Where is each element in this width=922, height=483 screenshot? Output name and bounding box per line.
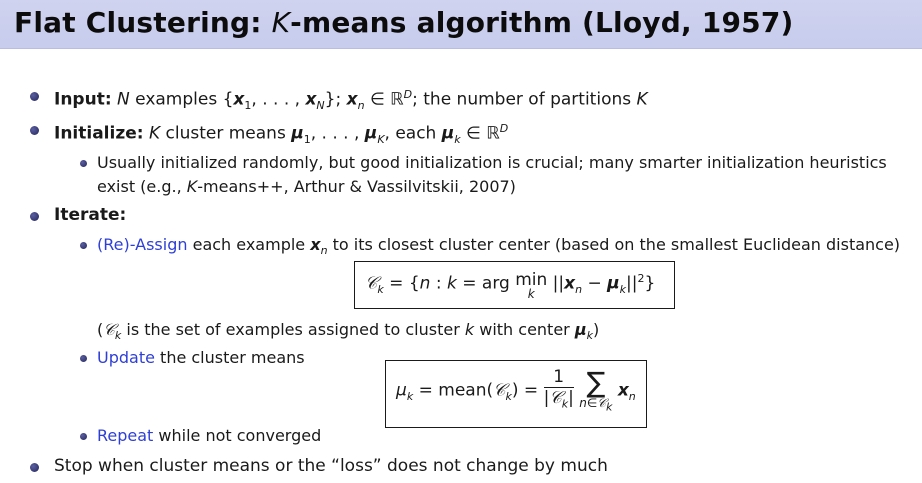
update-line: Update the cluster means: [97, 348, 305, 367]
bullet-icon: [30, 463, 39, 472]
bullet-icon: [30, 92, 39, 101]
sub-bullet-icon: [80, 355, 87, 362]
bullet-icon: [30, 126, 39, 135]
init-note-line1: Usually initialized randomly, but good initialization is crucial; many smarter initialization heuristics: [97, 153, 887, 172]
assignment-note: (𝒞$_k$ is the set of examples assigned to cluster k with center $\mu_k$): [97, 320, 600, 343]
repeat-link[interactable]: Repeat: [97, 426, 154, 445]
update-equation-box: $\mu_k$ = mean(𝒞$_k$) = $\frac{1}{|𝒞_k|}$ ∑ n∈𝒞$_k$ $x_n$: [385, 360, 647, 428]
initialize-line: Initialize: K cluster means $\mu_1$, . . . , $\mu_K$, each $\mu_k$ ∈ ℝ$^D$: [54, 122, 509, 147]
reassign-line: (Re)-Assign each example $x_n$ to its closest cluster center (based on the smallest Euclidean distance): [97, 235, 901, 258]
sub-bullet-icon: [80, 433, 87, 440]
init-note-line2: exist (e.g., K-means++, Arthur & Vassilvitskii, 2007): [97, 177, 516, 196]
repeat-line: Repeat while not converged: [97, 426, 322, 445]
reassign-link[interactable]: (Re)-Assign: [97, 235, 188, 254]
sub-bullet-icon: [80, 160, 87, 167]
stop-line: Stop when cluster means or the “loss” does not change by much: [54, 456, 608, 476]
update-link[interactable]: Update: [97, 348, 155, 367]
bullet-icon: [30, 212, 39, 221]
assignment-equation-box: 𝒞$_k$ = {n : k = arg min k $||x_n - \mu_k||^2$}: [354, 261, 675, 309]
sub-bullet-icon: [80, 242, 87, 249]
iterate-label: Iterate:: [54, 205, 127, 225]
slide-title: Flat Clustering: K-means algorithm (Lloyd, 1957): [14, 6, 794, 39]
input-line: Input: N examples {$x_1$, . . . , $x_N$}; $x_n$ ∈ ℝ$^D$; the number of partitions K: [54, 88, 648, 113]
